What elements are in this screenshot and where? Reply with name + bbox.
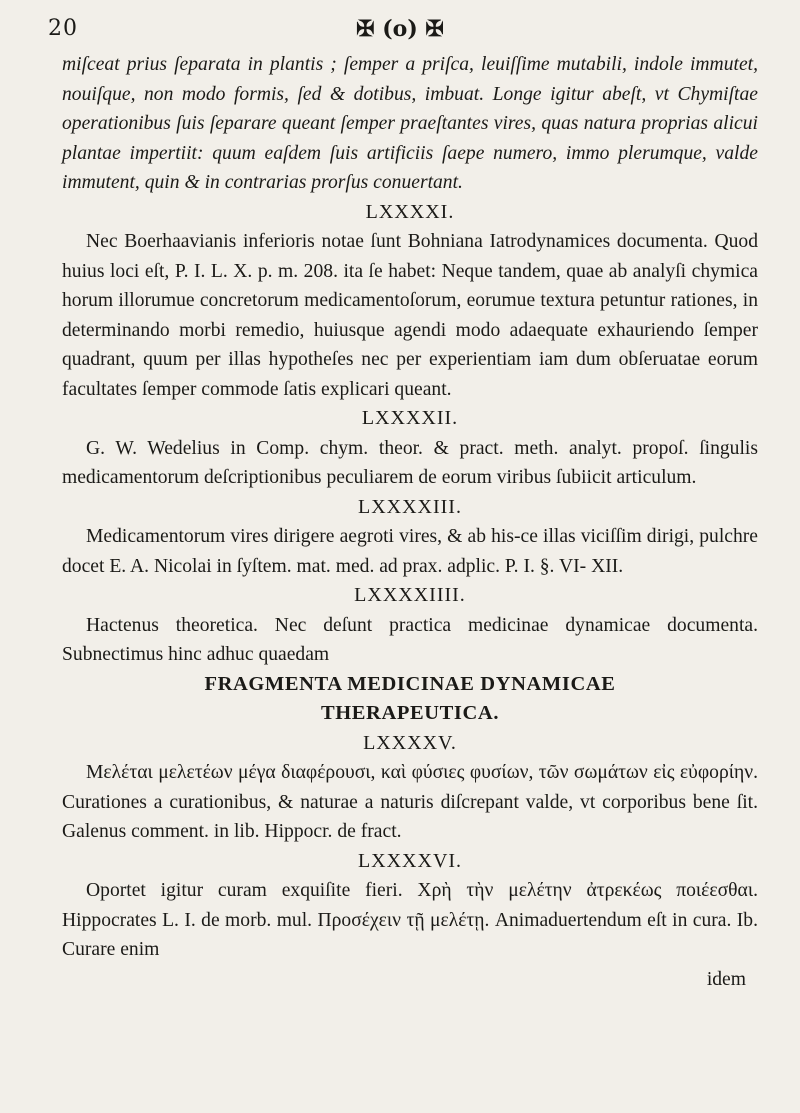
paragraph-hactenus: Hactenus theoretica. Nec deſunt practica medicinae dynamicae documenta. Subnectimus hinc adhuc quaedam [62, 614, 758, 665]
page-number: 20 [48, 16, 78, 41]
paragraph-hippocrates: Oportet igitur curam exquiſite fieri. Χρὴ τὴν μελέτην ἀτρεκέως ποιέεσθαι. Hippocrates L. I. de morb. mul. Προσέχειν τῇ μελέτῃ. Animaduertendum eſt in cura. Ib. Curare enim [62, 880, 758, 960]
paragraph-bohniana: Nec Boerhaavianis inferioris notae ſunt Bohniana Iatrodynamices documenta. Quod huius loci eſt, P. I. L. X. p. m. 208. ita ſe habet: Neque tandem, quae ab analyſi chymica horum illorumue concretorum medicamentoſorum, eorumue textura petuntur rationes, in determinando morbi remedio, huiusque agendi modo adaequate exhauriendo ſemper quadrant, quum per illas hypotheſes nec per experientiam iam dum obſeruatae eorum facultates ſemper commode ſatis explicari queant. [62, 231, 758, 400]
page-header [0, 10, 800, 50]
paragraph-wedelius: G. W. Wedelius in Comp. chym. theor. & pract. meth. analyt. propoſ. ſingulis medicamentorum deſcriptionibus peculiarem de eorum viribus ſubiicit articulum. [62, 437, 758, 488]
catchword: idem [706, 968, 746, 990]
body-text [62, 50, 758, 994]
section-title-line-1: FRAGMENTA MEDICINAE DYNAMICAE [204, 672, 616, 695]
header-ornament: ✠ (o) ✠ [356, 16, 444, 42]
paragraph-nicolai: Medicamentorum vires dirigere aegroti vires, & ab his-ce illas viciſſim dirigi, pulchre docet E. A. Nicolai in ſyſtem. mat. med. ad prax. adplic. P. I. §. VI- XII. [62, 526, 758, 577]
section-number-91: LXXXXI. [365, 200, 455, 223]
section-title-line-2: THERAPEUTICA. [320, 702, 500, 724]
section-number-92: LXXXXII. [361, 407, 459, 429]
paragraph-continued: miſceat prius ſeparata in plantis ; ſemper a priſca, leuiſſime mutabili, indole immutet, nouiſque, non modo formis, ſed & dotibus, imbuat. Longe igitur abeſt, vt Chymiſtae operationibus ſuis ſeparare queant ſemper praeſtantes vires, quas natura proprias alicui plantae impertiit: quum eaſdem ſuis artificiis ſaepe numero, immo plerumque, valde immutent, quin & in contrarias prorſus conuertant. [62, 54, 758, 193]
section-number-96: LXXXXVI. [357, 849, 463, 872]
section-number-94: LXXXXIIII. [354, 584, 466, 606]
section-number-93: LXXXXIII. [358, 495, 462, 518]
section-number-95: LXXXXV. [363, 731, 457, 754]
paragraph-galenus: Μελέται μελετέων μέγα διαφέρουσι, καὶ φύσιες φυσίων, τῶν σωμάτων εἰς εὐφορίην. Curationes a curationibus, & naturae a naturis diſcrepant valde, vt corporibus bene ſit. Galenus comment. in lib. Hippocr. de fract. [62, 762, 758, 842]
